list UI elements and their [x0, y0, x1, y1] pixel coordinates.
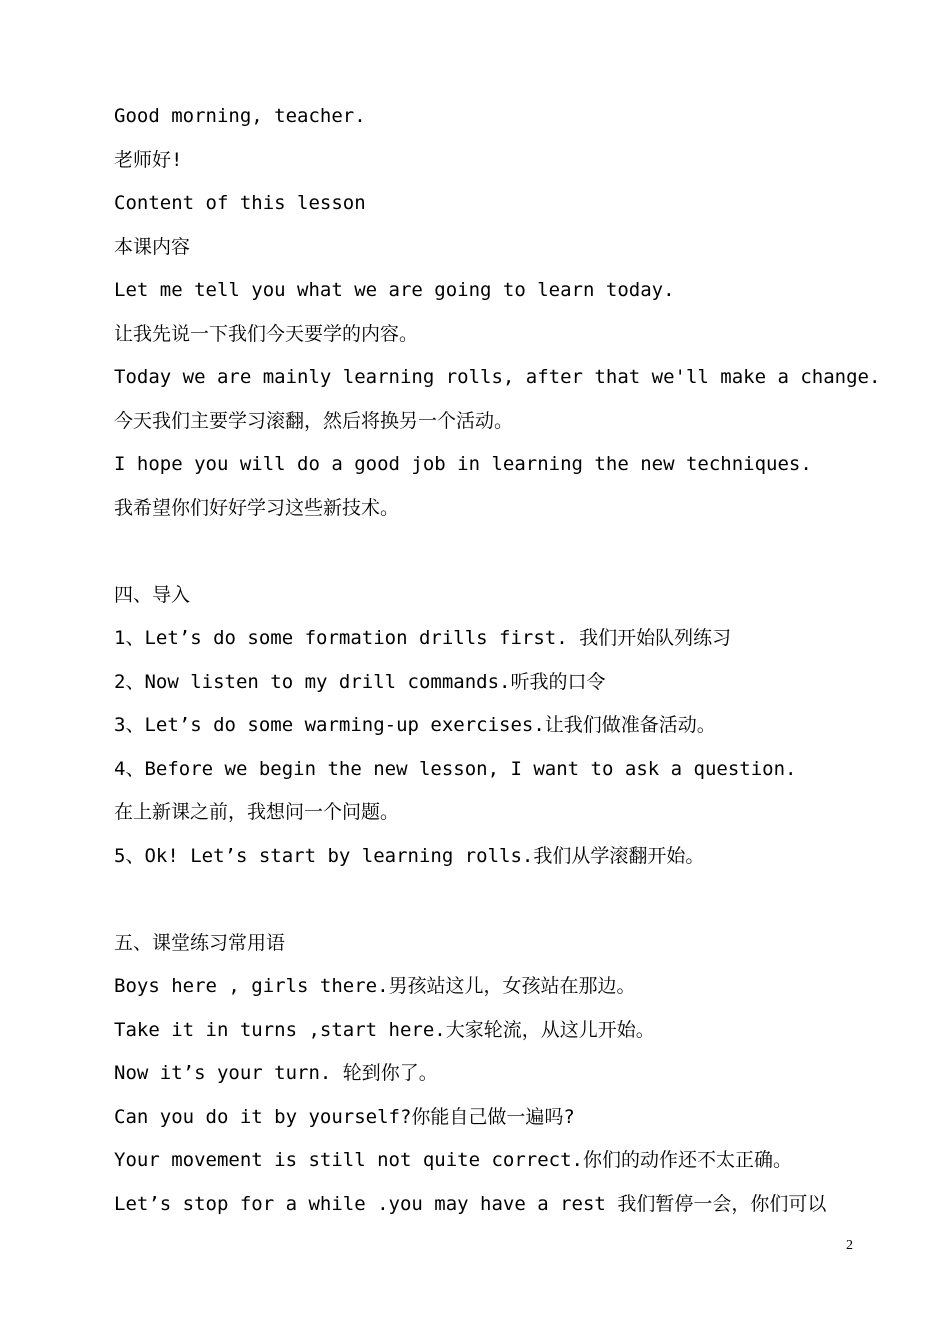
text-line: I hope you will do a good job in learning the new techniques.: [114, 453, 812, 475]
text-line: Your movement is still not quite correct.你们的动作还不太正确。: [114, 1149, 792, 1171]
text-line: 我希望你们好好学习这些新技术。: [114, 496, 400, 519]
text-line: 5、Ok! Let’s start by learning rolls.我们从学滚翻开始。: [114, 844, 705, 867]
text-line: Can you do it by yourself?你能自己做一遍吗?: [114, 1105, 575, 1128]
text-line: Good morning, teacher.: [114, 105, 366, 127]
section-heading-practice: 五、课堂练习常用语: [114, 931, 286, 954]
text-line: 本课内容: [114, 235, 191, 258]
text-line: Let’s stop for a while .you may have a rest 我们暂停一会，你们可以: [114, 1192, 827, 1215]
text-line: 3、Let’s do some warming-up exercises.让我们做准备活动。: [114, 714, 716, 736]
text-line: 老师好!: [114, 148, 183, 171]
text-line: 在上新课之前，我想问一个问题。: [114, 801, 400, 823]
text-line: 4、Before we begin the new lesson, I want to ask a question.: [114, 757, 797, 780]
page-number: 2: [846, 1238, 853, 1253]
text-line: 让我先说一下我们今天要学的内容。: [114, 322, 419, 345]
text-line: Now it’s your turn. 轮到你了。: [114, 1062, 438, 1084]
text-line: 今天我们主要学习滚翻，然后将换另一个活动。: [114, 409, 514, 432]
document-body: [114, 95, 881, 1226]
text-line: Take it in turns ,start here.大家轮流，从这儿开始。: [114, 1018, 655, 1041]
text-line: 2、Now listen to my drill commands.听我的口令: [114, 670, 606, 693]
text-line: Let me tell you what we are going to learn today.: [114, 279, 675, 301]
section-heading-intro: 四、导入: [114, 583, 191, 606]
blank-line: [114, 878, 874, 922]
text-line: Today we are mainly learning rolls, after that we'll make a change.: [114, 366, 881, 388]
text-line: 1、Let’s do some formation drills first. 我们开始队列练习: [114, 627, 732, 649]
text-line: Content of this lesson: [114, 192, 366, 214]
blank-line: [114, 530, 874, 574]
text-line: Boys here , girls there.男孩站这儿，女孩站在那边。: [114, 975, 636, 997]
